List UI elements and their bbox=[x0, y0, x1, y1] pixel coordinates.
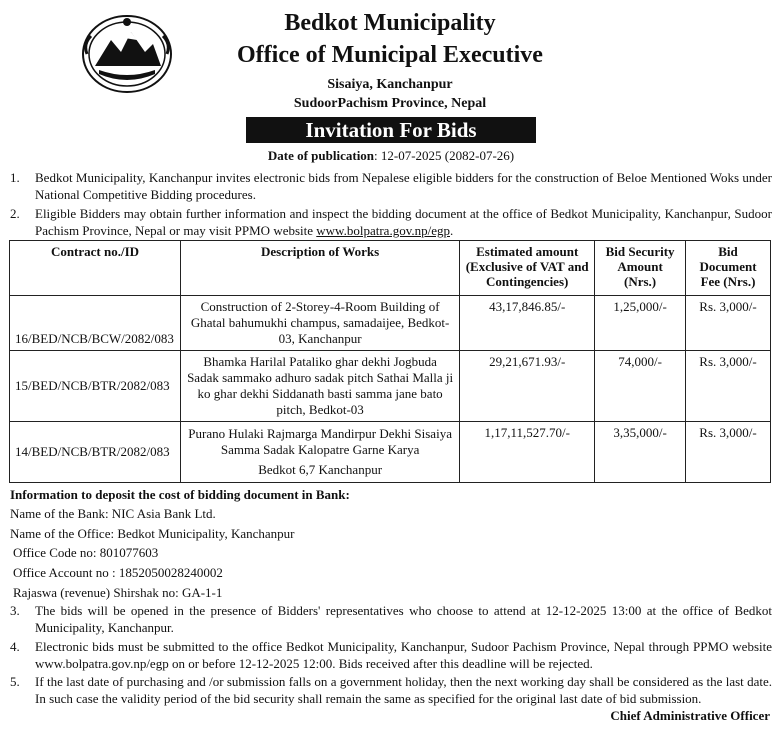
publication-date-value: : 12-07-2025 (2082-07-26) bbox=[374, 148, 515, 163]
header-amount-1: Estimated amount bbox=[476, 244, 579, 259]
invitation-banner: Invitation For Bids bbox=[246, 117, 536, 143]
signature: Chief Administrative Officer bbox=[610, 708, 770, 723]
header-amount bbox=[460, 241, 595, 296]
paragraph-2-text bbox=[35, 205, 772, 239]
table-row bbox=[10, 296, 771, 351]
row-security: 3,35,000/- bbox=[595, 422, 686, 483]
paragraph-2-end: . bbox=[449, 223, 454, 238]
paragraph-2-number: 2. bbox=[10, 206, 20, 221]
paragraph-3 bbox=[10, 602, 772, 636]
row-description-main: Purano Hulaki Rajmarga Mandirpur Dekhi Sisaiya Samma Sadak Kalopatre Garne Karya bbox=[188, 426, 452, 457]
paragraph-2-body: Eligible Bidders may obtain further information and inspect the bidding document at the office of Bedkot Municipality, Kanchanpur, Sudoor Pachism Province, Nepal or may visit PPMO website bbox=[35, 206, 772, 238]
paragraph-1 bbox=[10, 169, 772, 203]
office-name: Office of Municipal Executive bbox=[237, 42, 543, 68]
header-security bbox=[595, 241, 686, 296]
header-description: Description of Works bbox=[180, 241, 459, 296]
paragraph-4 bbox=[10, 638, 772, 672]
org-name: Bedkot Municipality bbox=[284, 10, 496, 36]
header-amount-3: Contingencies) bbox=[486, 274, 569, 289]
paragraph-1-text: Bedkot Municipality, Kanchanpur invites electronic bids from Nepalese eligible bidders for the construction of Beloe Mentioned Woks under National Competitive Bidding procedures. bbox=[35, 170, 772, 202]
bank-rajaswa: Rajaswa (revenue) Shirshak no: GA-1-1 bbox=[13, 585, 223, 600]
table-row bbox=[10, 422, 771, 483]
address-line-1: Sisaiya, Kanchanpur bbox=[327, 77, 453, 92]
row-description: Construction of 2-Storey-4-Room Building of Ghatal bahumukhi champus, samadaijee, Bedkot-03, Kanchanpur bbox=[180, 296, 459, 351]
row-amount: 43,17,846.85/- bbox=[460, 296, 595, 351]
row-security: 1,25,000/- bbox=[595, 296, 686, 351]
row-fee: Rs. 3,000/- bbox=[686, 351, 771, 422]
bids-table bbox=[9, 240, 771, 483]
bank-info-heading: Information to deposit the cost of bidding document in Bank: bbox=[10, 487, 350, 502]
address-line-2: SudoorPachism Province, Nepal bbox=[293, 96, 487, 111]
ppmo-link[interactable]: www.bolpatra.gov.np/egp bbox=[316, 223, 450, 238]
row-fee: Rs. 3,000/- bbox=[686, 296, 771, 351]
bank-name: Name of the Bank: NIC Asia Bank Ltd. bbox=[10, 506, 216, 521]
header-fee-1: Bid bbox=[718, 244, 738, 259]
row-amount: 29,21,671.93/- bbox=[460, 351, 595, 422]
header-contract: Contract no./ID bbox=[10, 241, 181, 296]
header-fee-2: Document bbox=[699, 259, 757, 274]
bank-account: Office Account no : 1852050028240002 bbox=[13, 565, 223, 580]
row-security: 74,000/- bbox=[595, 351, 686, 422]
paragraph-4-number: 4. bbox=[10, 639, 20, 654]
header-security-3: (Nrs.) bbox=[624, 274, 657, 289]
row-amount: 1,17,11,527.70/- bbox=[460, 422, 595, 483]
row-fee: Rs. 3,000/- bbox=[686, 422, 771, 483]
bank-office-name: Name of the Office: Bedkot Municipality, Kanchanpur bbox=[10, 526, 295, 541]
row-contract: 16/BED/NCB/BCW/2082/083 bbox=[10, 296, 181, 351]
row-contract: 14/BED/NCB/BTR/2082/083 bbox=[10, 422, 181, 483]
header-fee bbox=[686, 241, 771, 296]
header-fee-3: Fee (Nrs.) bbox=[700, 274, 756, 289]
publication-date-label: Date of publication bbox=[267, 148, 375, 163]
paragraph-4-text: Electronic bids must be submitted to the office Bedkot Municipality, Kanchanpur, Sudoor Pachism Province, Nepal through PPMO website www.bolpatra.gov.np/egp on or before 12-12-2025 12:00. Bids received after this deadline will be rejected. bbox=[35, 639, 772, 671]
paragraph-2 bbox=[10, 205, 772, 239]
table-row bbox=[10, 351, 771, 422]
bank-office-code: Office Code no: 801077603 bbox=[13, 545, 159, 560]
row-description bbox=[180, 422, 459, 483]
paragraph-5-number: 5. bbox=[10, 674, 20, 689]
row-description-location: Bedkot 6,7 Kanchanpur bbox=[258, 462, 383, 477]
header-security-1: Bid Security bbox=[605, 244, 675, 259]
municipality-emblem-icon bbox=[81, 14, 173, 94]
header-security-2: Amount bbox=[617, 259, 663, 274]
row-contract: 15/BED/NCB/BTR/2082/083 bbox=[10, 351, 181, 422]
paragraph-5-text: If the last date of purchasing and /or submission falls on a government holiday, then the next working day shall be considered as the last date. In such case the validity period of the bid security shall remain the same as specified for the original last date of bid submission. bbox=[35, 674, 772, 706]
paragraph-5 bbox=[10, 673, 772, 707]
row-description: Bhamka Harilal Pataliko ghar dekhi Jogbuda Sadak sammako adhuro sadak pitch Sathai Malla ji ko ghar dekhi Siddanath basti samma jane bato pitch, Bedkot-03 bbox=[180, 351, 459, 422]
publication-date bbox=[0, 148, 782, 164]
header-amount-2: (Exclusive of VAT and bbox=[465, 259, 589, 274]
paragraph-3-number: 3. bbox=[10, 603, 20, 618]
paragraph-3-text: The bids will be opened in the presence of Bidders' representatives who choose to attend at 12-12-2025 13:00 at the office of Bedkot Municipality, Kanchanpur. bbox=[35, 603, 772, 635]
paragraph-1-number: 1. bbox=[10, 170, 20, 185]
